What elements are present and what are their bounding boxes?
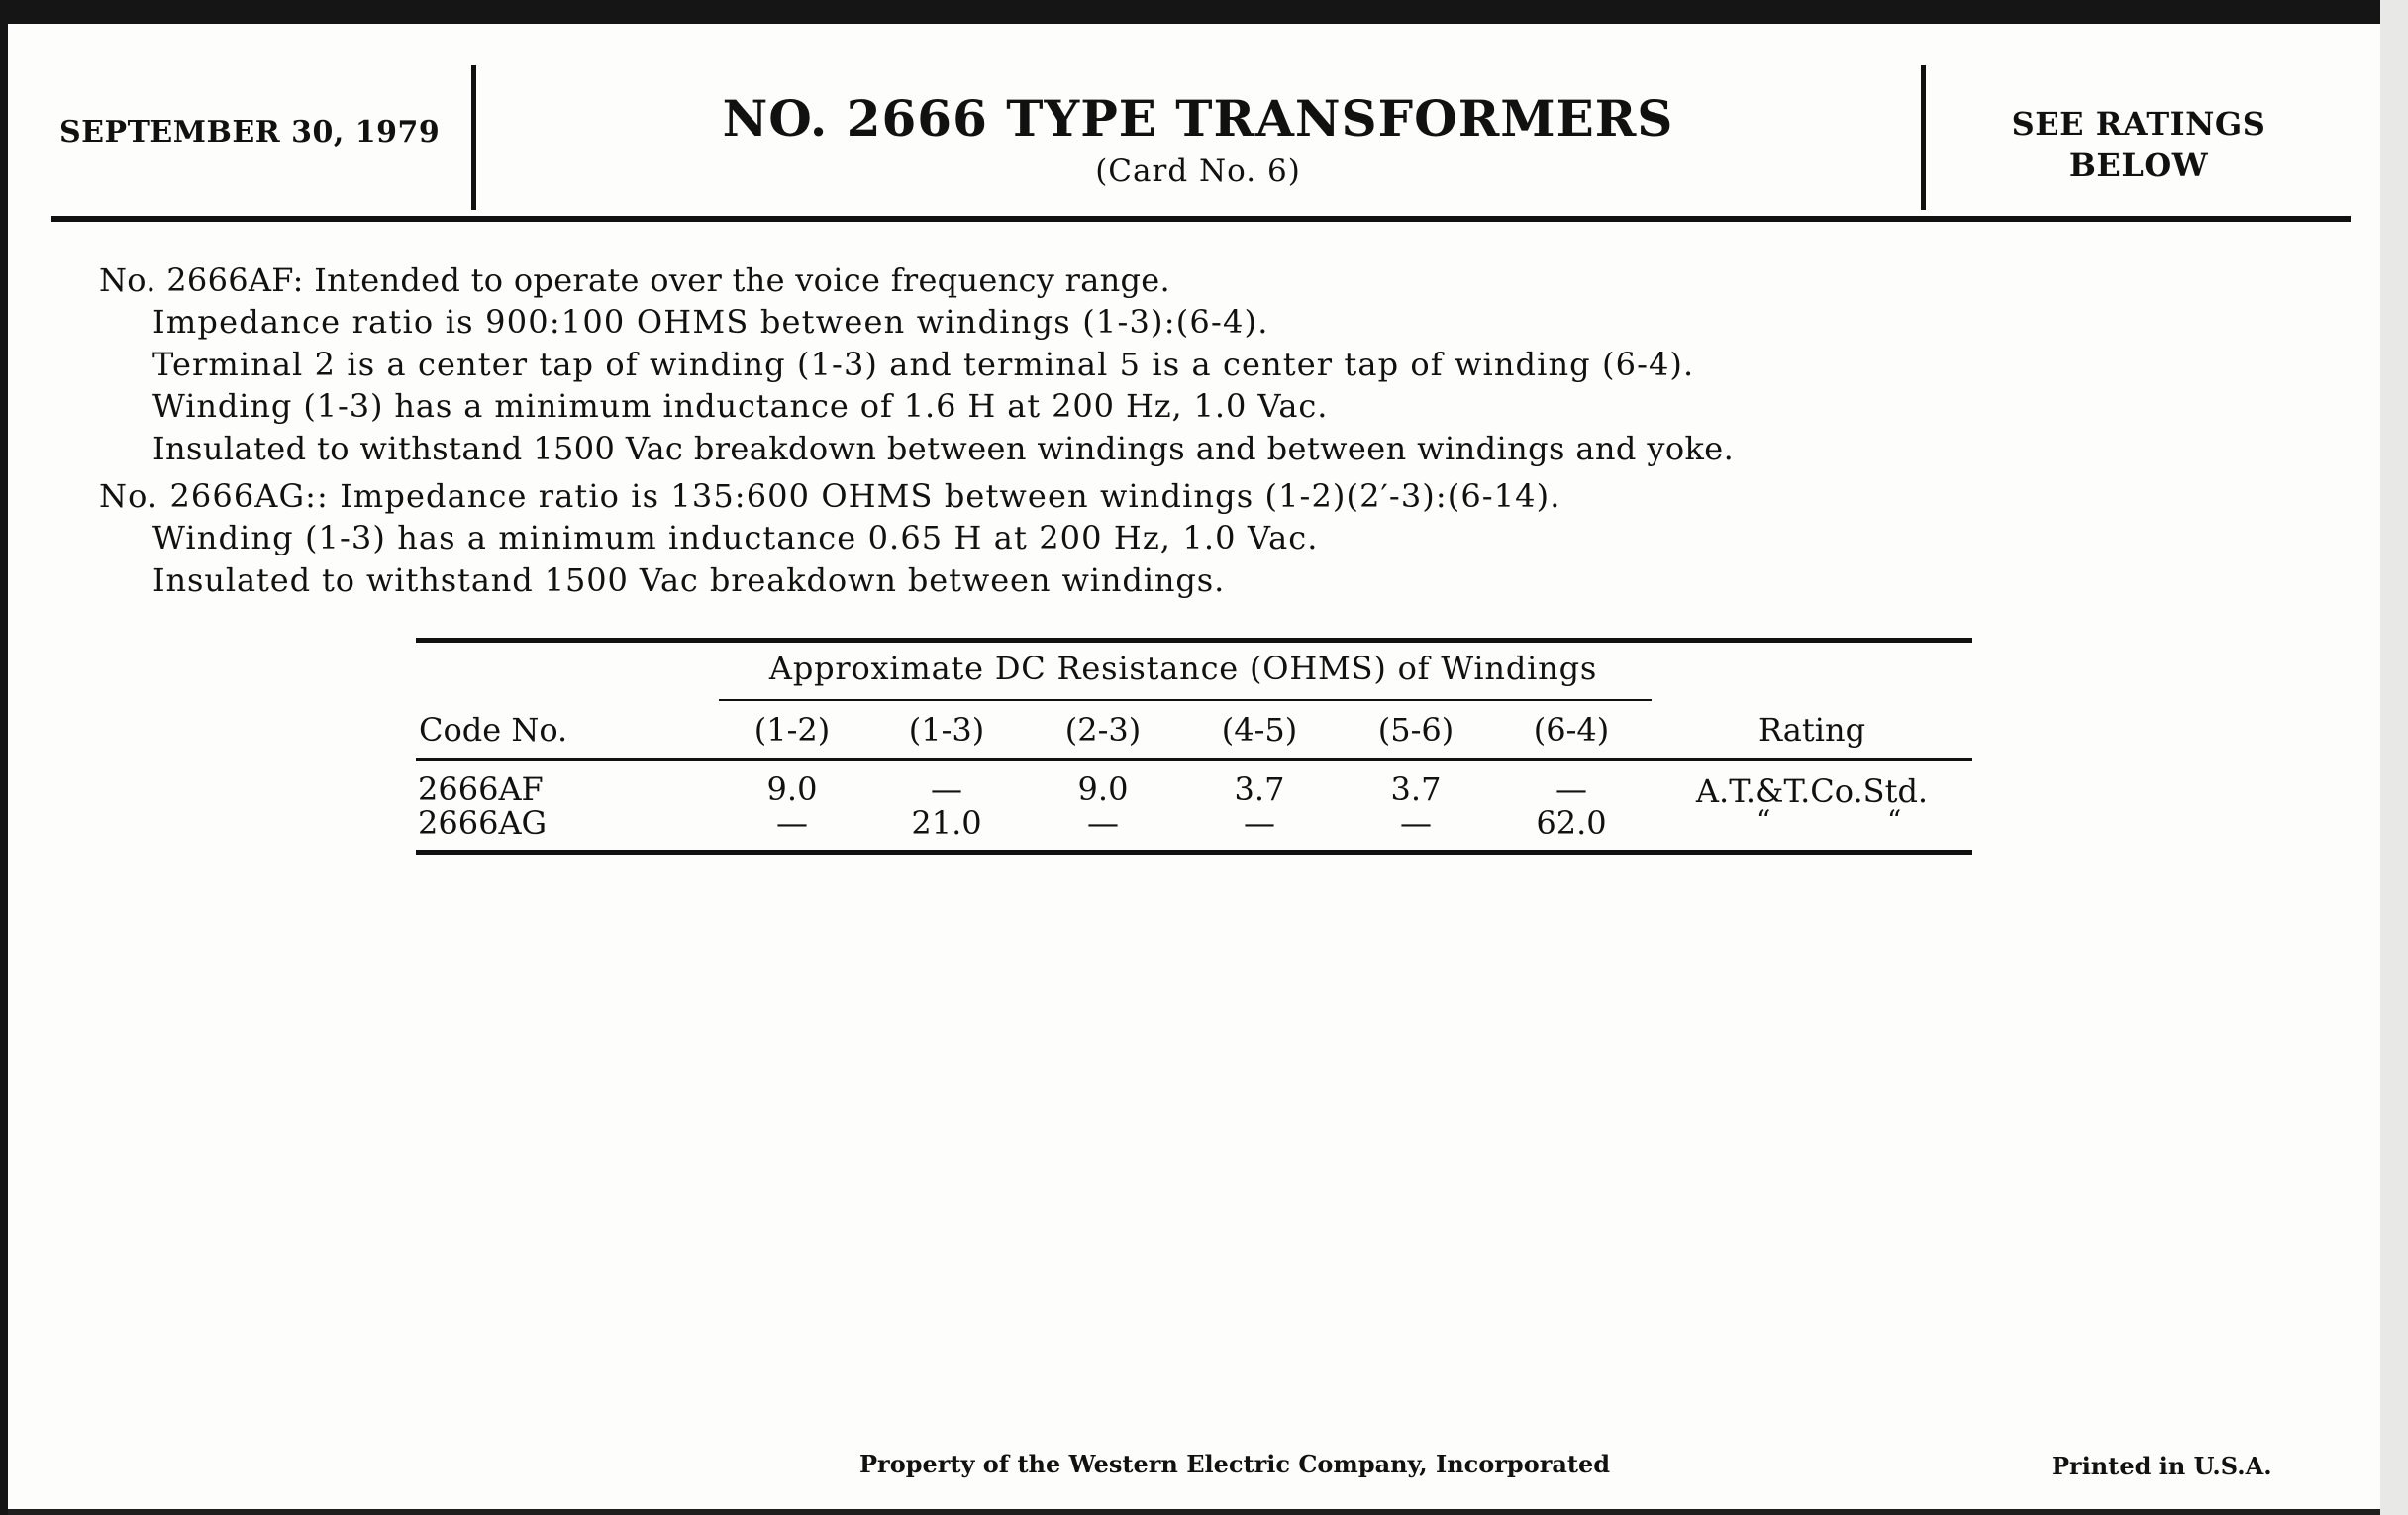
row-2666ag-1-2: — [776,804,808,842]
row-2666af-code: 2666AF [418,770,544,808]
row-2666ag-6-4: 62.0 [1536,804,1607,842]
ag-line-2: Insulated to withstand 1500 Vac breakdown between windings. [152,561,1226,599]
row-2666af-2-3: 9.0 [1077,770,1129,808]
ratings-line-1: SEE RATINGS [2011,105,2266,143]
footer-printed: Printed in U.S.A. [2052,1452,2272,1480]
header-divider-right [1921,65,1926,210]
code-column-header: Code No. [419,711,568,749]
scan-right-edge [2380,0,2408,1515]
af-line-3: Winding (1-3) has a minimum inductance of 1.6 H at 200 Hz, 1.0 Vac. [152,387,1329,425]
row-2666ag-2-3: — [1087,804,1119,842]
row-2666af-1-3: — [931,770,962,808]
group-header-underline [719,699,1652,701]
row-2666af-rating: A.T.&T.Co.Std. [1695,772,1929,810]
row-2666ag-5-6: — [1400,804,1432,842]
col-header-5-6: (5-6) [1377,711,1455,749]
row-2666ag-4-5: — [1244,804,1275,842]
row-2666ag-rating-ditto-1: “ [1756,804,1771,837]
col-header-1-3: (1-3) [908,711,985,749]
page-subtitle: (Card No. 6) [1095,153,1301,189]
table-bottom-rule [416,850,1972,855]
row-2666ag-1-3: 21.0 [911,804,982,842]
document-card [8,24,2380,1509]
table-top-rule [416,638,1972,643]
row-2666af-6-4: — [1555,770,1587,808]
row-2666ag-rating-ditto-2: “ [1887,804,1902,837]
header-rule [51,216,2351,222]
col-header-4-5: (4-5) [1221,711,1298,749]
header-date: SEPTEMBER 30, 1979 [59,115,441,150]
rating-column-header: Rating [1757,711,1866,749]
ratings-line-2: BELOW [2068,147,2209,184]
table-group-header: Approximate DC Resistance (OHMS) of Windings [768,650,1598,687]
row-2666af-1-2: 9.0 [766,770,818,808]
scan-top-edge [0,0,2408,24]
af-line-1: Impedance ratio is 900:100 OHMS between windings (1-3):(6-4). [152,303,1269,341]
col-header-1-2: (1-2) [753,711,831,749]
row-2666ag-code: 2666AG [418,804,548,842]
header-ratings-note [1941,103,2337,186]
ag-line-1: Winding (1-3) has a minimum inductance 0.65 H at 200 Hz, 1.0 Vac. [152,519,1319,556]
col-header-2-3: (2-3) [1064,711,1142,749]
row-2666af-5-6: 3.7 [1390,770,1442,808]
af-heading: No. 2666AF: Intended to operate over the voice frequency range. [99,261,1170,299]
row-2666af-4-5: 3.7 [1234,770,1285,808]
page-title: NO. 2666 TYPE TRANSFORMERS [722,89,1674,148]
footer-property: Property of the Western Electric Company, Incorporated [859,1450,1611,1478]
af-line-2: Terminal 2 is a center tap of winding (1-3) and terminal 5 is a center tap of winding (6-4). [152,346,1695,383]
ag-heading: No. 2666AG:: Impedance ratio is 135:600 OHMS between windings (1-2)(2′-3):(6-14). [99,477,1561,515]
af-line-4: Insulated to withstand 1500 Vac breakdown between windings and between windings and yoke. [152,430,1735,467]
table-header-rule [416,758,1972,761]
scan-left-edge [0,0,8,1515]
col-header-6-4: (6-4) [1533,711,1610,749]
